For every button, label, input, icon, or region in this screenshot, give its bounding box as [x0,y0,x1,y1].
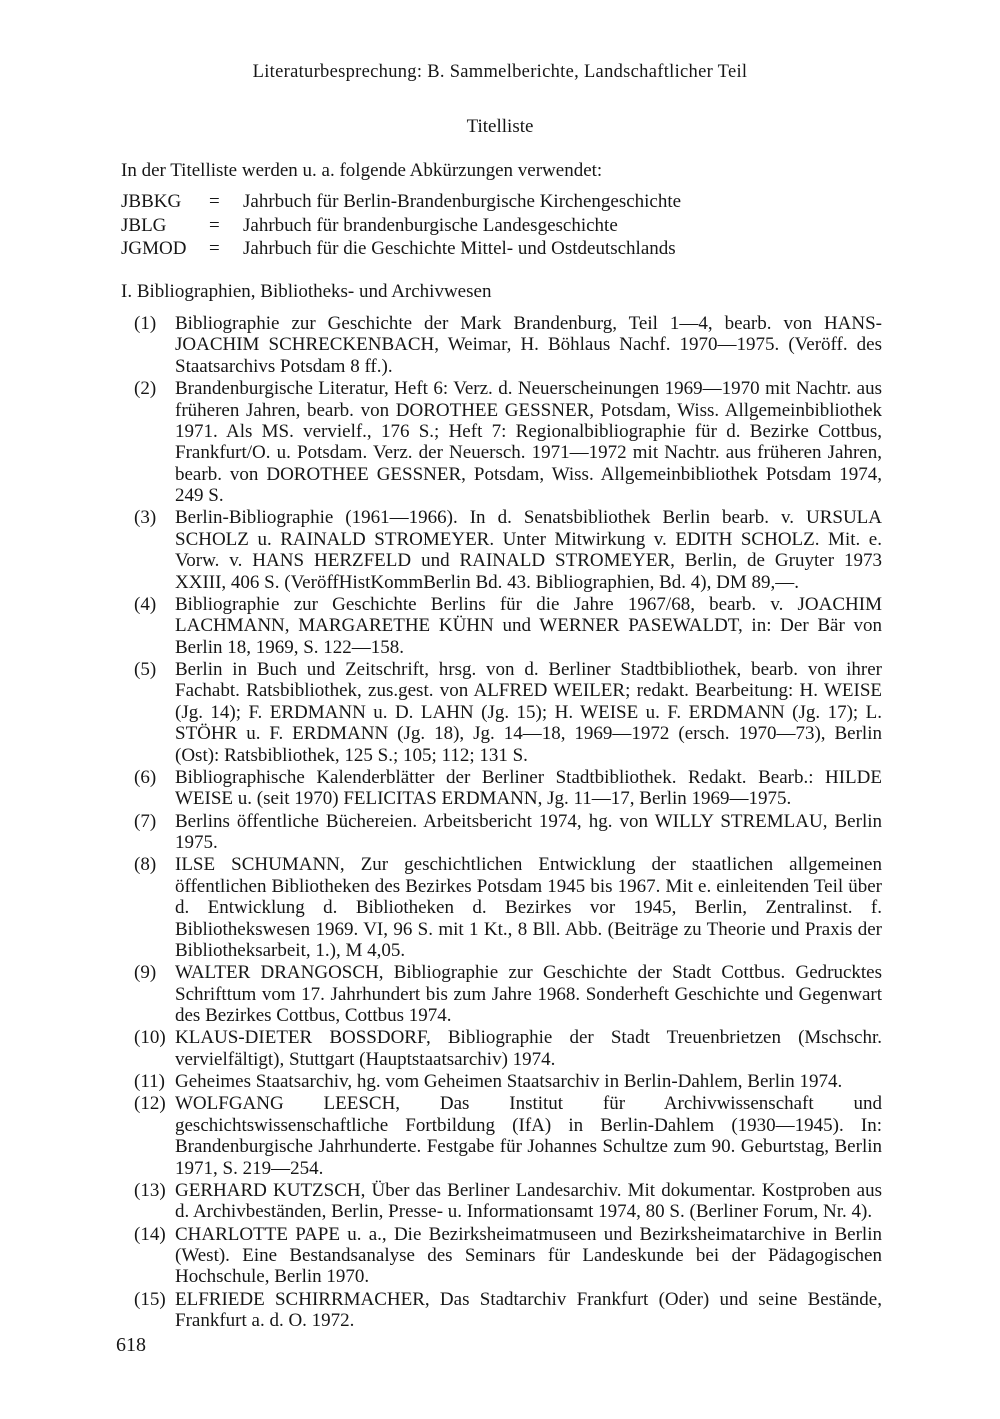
bibliography-entry [134,594,882,658]
entry-text: Bibliographie zur Geschichte der Mark Brandenburg, Teil 1—4, bearb. von HANS-JOACHIM SCHRECKENBACH, Weimar, H. Böhlaus Nachf. 1970—1975. (Veröff. des Staatsarchivs Potsdam 8 ff.). [175,313,882,377]
section-heading: I. Bibliographien, Bibliotheks- und Archivwesen [121,281,492,302]
entry-text: Bibliographische Kalenderblätter der Berliner Stadtbibliothek. Redakt. Bearb.: HILDE WEISE u. (seit 1970) FELICITAS ERDMANN, Jg. 11—17, Berlin 1969—1975. [175,766,882,810]
abbreviation-key: JBBKG [121,191,182,212]
entry-text: GERHARD KUTZSCH, Über das Berliner Landesarchiv. Mit dokumentar. Kostproben aus d. Archivbeständen, Berlin, Presse- u. Informationsamt 1974, 80 S. (Berliner Forum, Nr. 4). [175,1179,882,1223]
page-number: 618 [116,1334,146,1356]
entry-number: (1) [134,313,157,334]
entry-number: (4) [134,593,157,615]
bibliography-entry [134,1180,882,1223]
entry-number: (14) [134,1223,166,1245]
equals-sign: = [209,214,220,236]
entry-text: Geheimes Staatsarchiv, hg. vom Geheimen Staatsarchiv in Berlin-Dahlem, Berlin 1974. [175,1071,843,1093]
bibliography-entry [134,659,882,766]
entry-number: (12) [134,1093,166,1115]
running-head: Literaturbesprechung: B. Sammelberichte, Landschaftlicher Teil [252,62,748,82]
abbreviation-value: Jahrbuch für die Geschichte Mittel- und Ostdeutschlands [243,238,676,259]
entry-text: ILSE SCHUMANN, Zur geschichtlichen Entwicklung der staatlichen allgemeinen öffentlichen Bibliotheken des Bezirkes Potsdam 1945 bis 1967. Mit e. einleitenden Teil über d. Entwicklung d. Bibliotheken d. Bezirkes vor 1945, Berlin, Zentralinst. f. Bibliothekswesen 1969. VI, 96 S. mit 1 Kt., 8 Bll. Abb. (Beiträge zu Theorie und Praxis der Bibliotheksarbeit, 1.), M 4,05. [175,854,882,962]
entry-text: WALTER DRANGOSCH, Bibliographie zur Geschichte der Stadt Cottbus. Gedrucktes Schrifttum vom 17. Jahrhundert bis zum Jahre 1968. Sonderheft Geschichte und Gegenwart des Bezirkes Cottbus, Cottbus 1974. [175,962,882,1027]
entry-text: Berlins öffentliche Büchereien. Arbeitsbericht 1974, hg. von WILLY STREMLAU, Berlin 1975. [175,810,882,854]
entry-number: (10) [134,1027,166,1049]
equals-sign: = [209,191,220,212]
bibliography-entry [134,854,882,961]
entry-number: (13) [134,1179,166,1201]
bibliography-list [134,313,882,1332]
bibliography-entry [134,1093,882,1179]
abbreviation-key: JBLG [121,214,167,236]
entry-text: WOLFGANG LEESCH, Das Institut für Archivwissenschaft und geschichtswissenschaftliche Fortbildung (IfA) in Berlin-Dahlem (1930—1945). In: Brandenburgische Jahrhunderte. Festgabe für Johannes Schultze zum 90. Geburtstag, Berlin 1971, S. 219—254. [175,1093,882,1179]
abbreviation-row [121,237,681,261]
entry-text: Berlin in Buch und Zeitschrift, hrsg. von d. Berliner Stadtbibliothek, bearb. von ihrer Fachabt. Ratsbibliothek, zus.gest. von ALFRED WEILER; redakt. Bearbeitung: H. WEISE (Jg. 14); F. ERDMANN u. D. LAHN (Jg. 15); H. WEISE u. F. ERDMANN (Jg. 17); L. STÖHR u. F. ERDMANN (Jg. 18), Jg. 14—18, 1969—1972 (ersch. 1970—73), Berlin (Ost): Ratsbibliothek, 125 S.; 105; 112; 131 S. [175,659,882,766]
entry-number: (7) [134,810,157,832]
bibliography-entry [134,378,882,506]
entry-text: CHARLOTTE PAPE u. a., Die Bezirksheimatmuseen und Bezirksheimatarchive in Berlin (West). Eine Bestandsanalyse des Seminars für Landeskunde bei der Pädagogischen Hochschule, Berlin 1970. [175,1223,882,1288]
abbreviation-row [121,190,681,214]
entry-text: Berlin-Bibliographie (1961—1966). In d. Senatsbibliothek Berlin bearb. v. URSULA SCHOLZ u. RAINALD STROMEYER. Unter Mitwirkung v. EDITH SCHOLZ. Mit. e. Vorw. v. HANS HERZFELD und RAINALD STROMEYER, Berlin, de Gruyter 1973 XXIII, 406 S. (VeröffHistKommBerlin Bd. 43. Bibliographien, Bd. 4), DM 89,—. [175,507,882,593]
bibliography-entry [134,811,882,854]
bibliography-entry [134,1027,882,1070]
entry-number: (5) [134,659,157,681]
entry-text: Brandenburgische Literatur, Heft 6: Verz. d. Neuerscheinungen 1969—1970 mit Nachtr. aus früheren Jahren, bearb. von DOROTHEE GESSNER, Potsdam, Wiss. Allgemeinbibliothek 1971. Als MS. vervielf., 176 S.; Heft 7: Regionalbibliographie für d. Bezirke Cottbus, Frankfurt/O. u. Potsdam. Verz. der Neuersch. 1971—1972 mit Nachtr. aus früheren Jahren, bearb. von DOROTHEE GESSNER, Potsdam, Wiss. Allgemeinbibliothek Potsdam 1974, 249 S. [175,378,882,507]
bibliography-entry [134,507,882,593]
entry-number: (15) [134,1288,166,1310]
entry-number: (9) [134,962,157,984]
entry-number: (3) [134,507,157,529]
page-title: Titelliste [466,116,534,137]
entry-number: (6) [134,766,157,788]
entry-text: ELFRIEDE SCHIRRMACHER, Das Stadtarchiv Frankfurt (Oder) und seine Bestände, Frankfurt a. d. O. 1972. [175,1288,882,1332]
entry-text: Bibliographie zur Geschichte Berlins für die Jahre 1967/68, bearb. v. JOACHIM LACHMANN, MARGARETHE KÜHN und WERNER PASEWALDT, in: Der Bär von Berlin 18, 1969, S. 122—158. [175,593,882,658]
equals-sign: = [209,238,220,259]
entry-number: (8) [134,854,157,876]
bibliography-entry [134,767,882,810]
bibliography-entry [134,313,882,377]
intro-text: In der Titelliste werden u. a. folgende Abkürzungen verwendet: [121,160,603,181]
bibliography-entry [134,1224,882,1288]
bibliography-entry [134,1289,882,1332]
abbreviation-row [121,214,681,238]
entry-number: (11) [134,1071,165,1093]
abbreviation-list [121,190,681,261]
abbreviation-value: Jahrbuch für brandenburgische Landesgeschichte [243,214,618,236]
entry-text: KLAUS-DIETER BOSSDORF, Bibliographie der Stadt Treuenbrietzen (Mschschr. vervielfältigt), Stuttgart (Hauptstaatsarchiv) 1974. [175,1027,882,1070]
abbreviation-value: Jahrbuch für Berlin-Brandenburgische Kirchengeschichte [243,191,682,212]
entry-number: (2) [134,378,157,400]
bibliography-entry [134,962,882,1026]
abbreviation-key: JGMOD [121,238,187,259]
bibliography-entry [134,1071,882,1092]
